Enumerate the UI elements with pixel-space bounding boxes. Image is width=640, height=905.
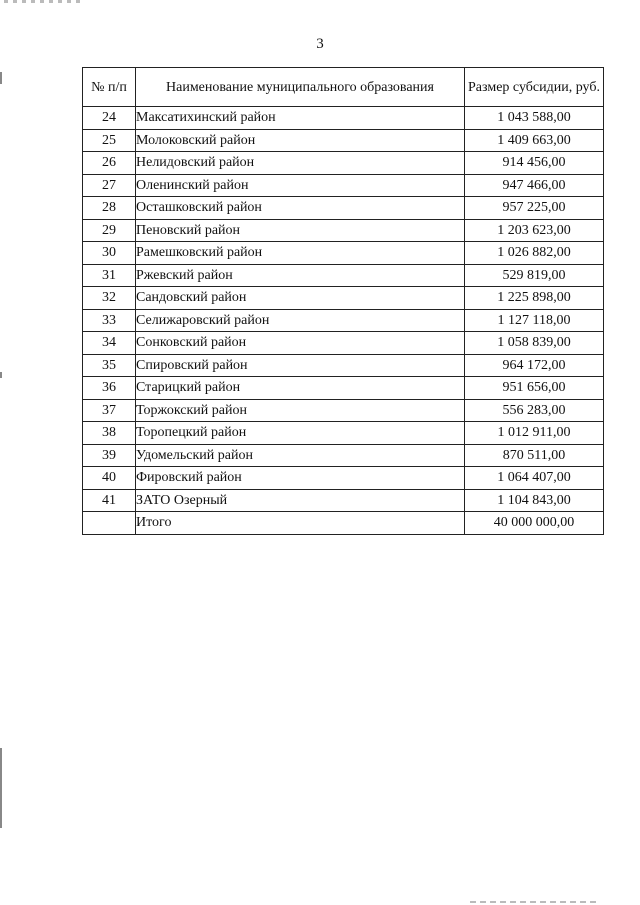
scan-artifact-bottom	[470, 901, 600, 903]
table-row	[83, 264, 604, 287]
subsidy-amount: 957 225,00	[465, 197, 604, 220]
municipality-name: Торжокский район	[136, 399, 465, 422]
row-number: 30	[83, 242, 136, 265]
row-number: 31	[83, 264, 136, 287]
subsidy-amount: 1 409 663,00	[465, 129, 604, 152]
table-total-row	[83, 512, 604, 535]
municipality-name: Фировский район	[136, 467, 465, 490]
municipality-name: Торопецкий район	[136, 422, 465, 445]
table-row	[83, 422, 604, 445]
municipality-name: Спировский район	[136, 354, 465, 377]
subsidy-amount: 1 058 839,00	[465, 332, 604, 355]
scan-artifact-edge	[0, 72, 2, 84]
municipality-name: Оленинский район	[136, 174, 465, 197]
table-row	[83, 399, 604, 422]
scan-artifact-edge	[0, 372, 2, 378]
subsidy-amount: 964 172,00	[465, 354, 604, 377]
row-number: 39	[83, 444, 136, 467]
page-number: 3	[316, 36, 324, 52]
subsidy-amount: 1 026 882,00	[465, 242, 604, 265]
subsidy-amount: 1 064 407,00	[465, 467, 604, 490]
municipality-name: Селижаровский район	[136, 309, 465, 332]
municipality-name: Молоковский район	[136, 129, 465, 152]
municipality-name: Осташковский район	[136, 197, 465, 220]
header-name: Наименование муниципального образования	[136, 68, 465, 107]
table-row	[83, 309, 604, 332]
row-number: 35	[83, 354, 136, 377]
municipality-name: ЗАТО Озерный	[136, 489, 465, 512]
subsidy-amount: 1 012 911,00	[465, 422, 604, 445]
row-number: 26	[83, 152, 136, 175]
table-row	[83, 129, 604, 152]
municipality-name: Ржевский район	[136, 264, 465, 287]
row-number: 36	[83, 377, 136, 400]
row-number: 27	[83, 174, 136, 197]
table-row	[83, 467, 604, 490]
row-number: 29	[83, 219, 136, 242]
municipality-name: Удомельский район	[136, 444, 465, 467]
scan-artifact-top	[4, 0, 84, 3]
row-number: 32	[83, 287, 136, 310]
row-number: 37	[83, 399, 136, 422]
municipality-name: Максатихинский район	[136, 107, 465, 130]
row-number: 40	[83, 467, 136, 490]
municipality-name: Сонковский район	[136, 332, 465, 355]
table-row	[83, 242, 604, 265]
row-number: 25	[83, 129, 136, 152]
total-amount: 40 000 000,00	[465, 512, 604, 535]
subsidy-amount: 951 656,00	[465, 377, 604, 400]
table-row	[83, 489, 604, 512]
total-label: Итого	[136, 512, 465, 535]
subsidy-amount: 1 104 843,00	[465, 489, 604, 512]
table-row	[83, 152, 604, 175]
row-number: 41	[83, 489, 136, 512]
municipality-name: Рамешковский район	[136, 242, 465, 265]
municipality-name: Нелидовский район	[136, 152, 465, 175]
municipality-name: Старицкий район	[136, 377, 465, 400]
subsidy-amount: 870 511,00	[465, 444, 604, 467]
table-row	[83, 219, 604, 242]
table-row	[83, 107, 604, 130]
row-number: 38	[83, 422, 136, 445]
table-row	[83, 444, 604, 467]
scan-artifact-edge	[0, 748, 2, 828]
subsidy-amount: 1 225 898,00	[465, 287, 604, 310]
total-number	[83, 512, 136, 535]
row-number: 33	[83, 309, 136, 332]
table-header-row	[83, 68, 604, 107]
subsidy-amount: 1 043 588,00	[465, 107, 604, 130]
subsidy-amount: 1 203 623,00	[465, 219, 604, 242]
subsidy-amount: 556 283,00	[465, 399, 604, 422]
row-number: 28	[83, 197, 136, 220]
municipality-name: Сандовский район	[136, 287, 465, 310]
row-number: 34	[83, 332, 136, 355]
subsidy-amount: 529 819,00	[465, 264, 604, 287]
subsidy-amount: 1 127 118,00	[465, 309, 604, 332]
table-row	[83, 174, 604, 197]
header-amount: Размер субсидии, руб.	[465, 68, 604, 107]
table-row	[83, 332, 604, 355]
subsidy-amount: 947 466,00	[465, 174, 604, 197]
table-row	[83, 287, 604, 310]
subsidy-amount: 914 456,00	[465, 152, 604, 175]
table-row	[83, 377, 604, 400]
header-number: № п/п	[83, 68, 136, 107]
table-row	[83, 197, 604, 220]
subsidy-table	[82, 67, 604, 535]
row-number: 24	[83, 107, 136, 130]
table-row	[83, 354, 604, 377]
municipality-name: Пеновский район	[136, 219, 465, 242]
